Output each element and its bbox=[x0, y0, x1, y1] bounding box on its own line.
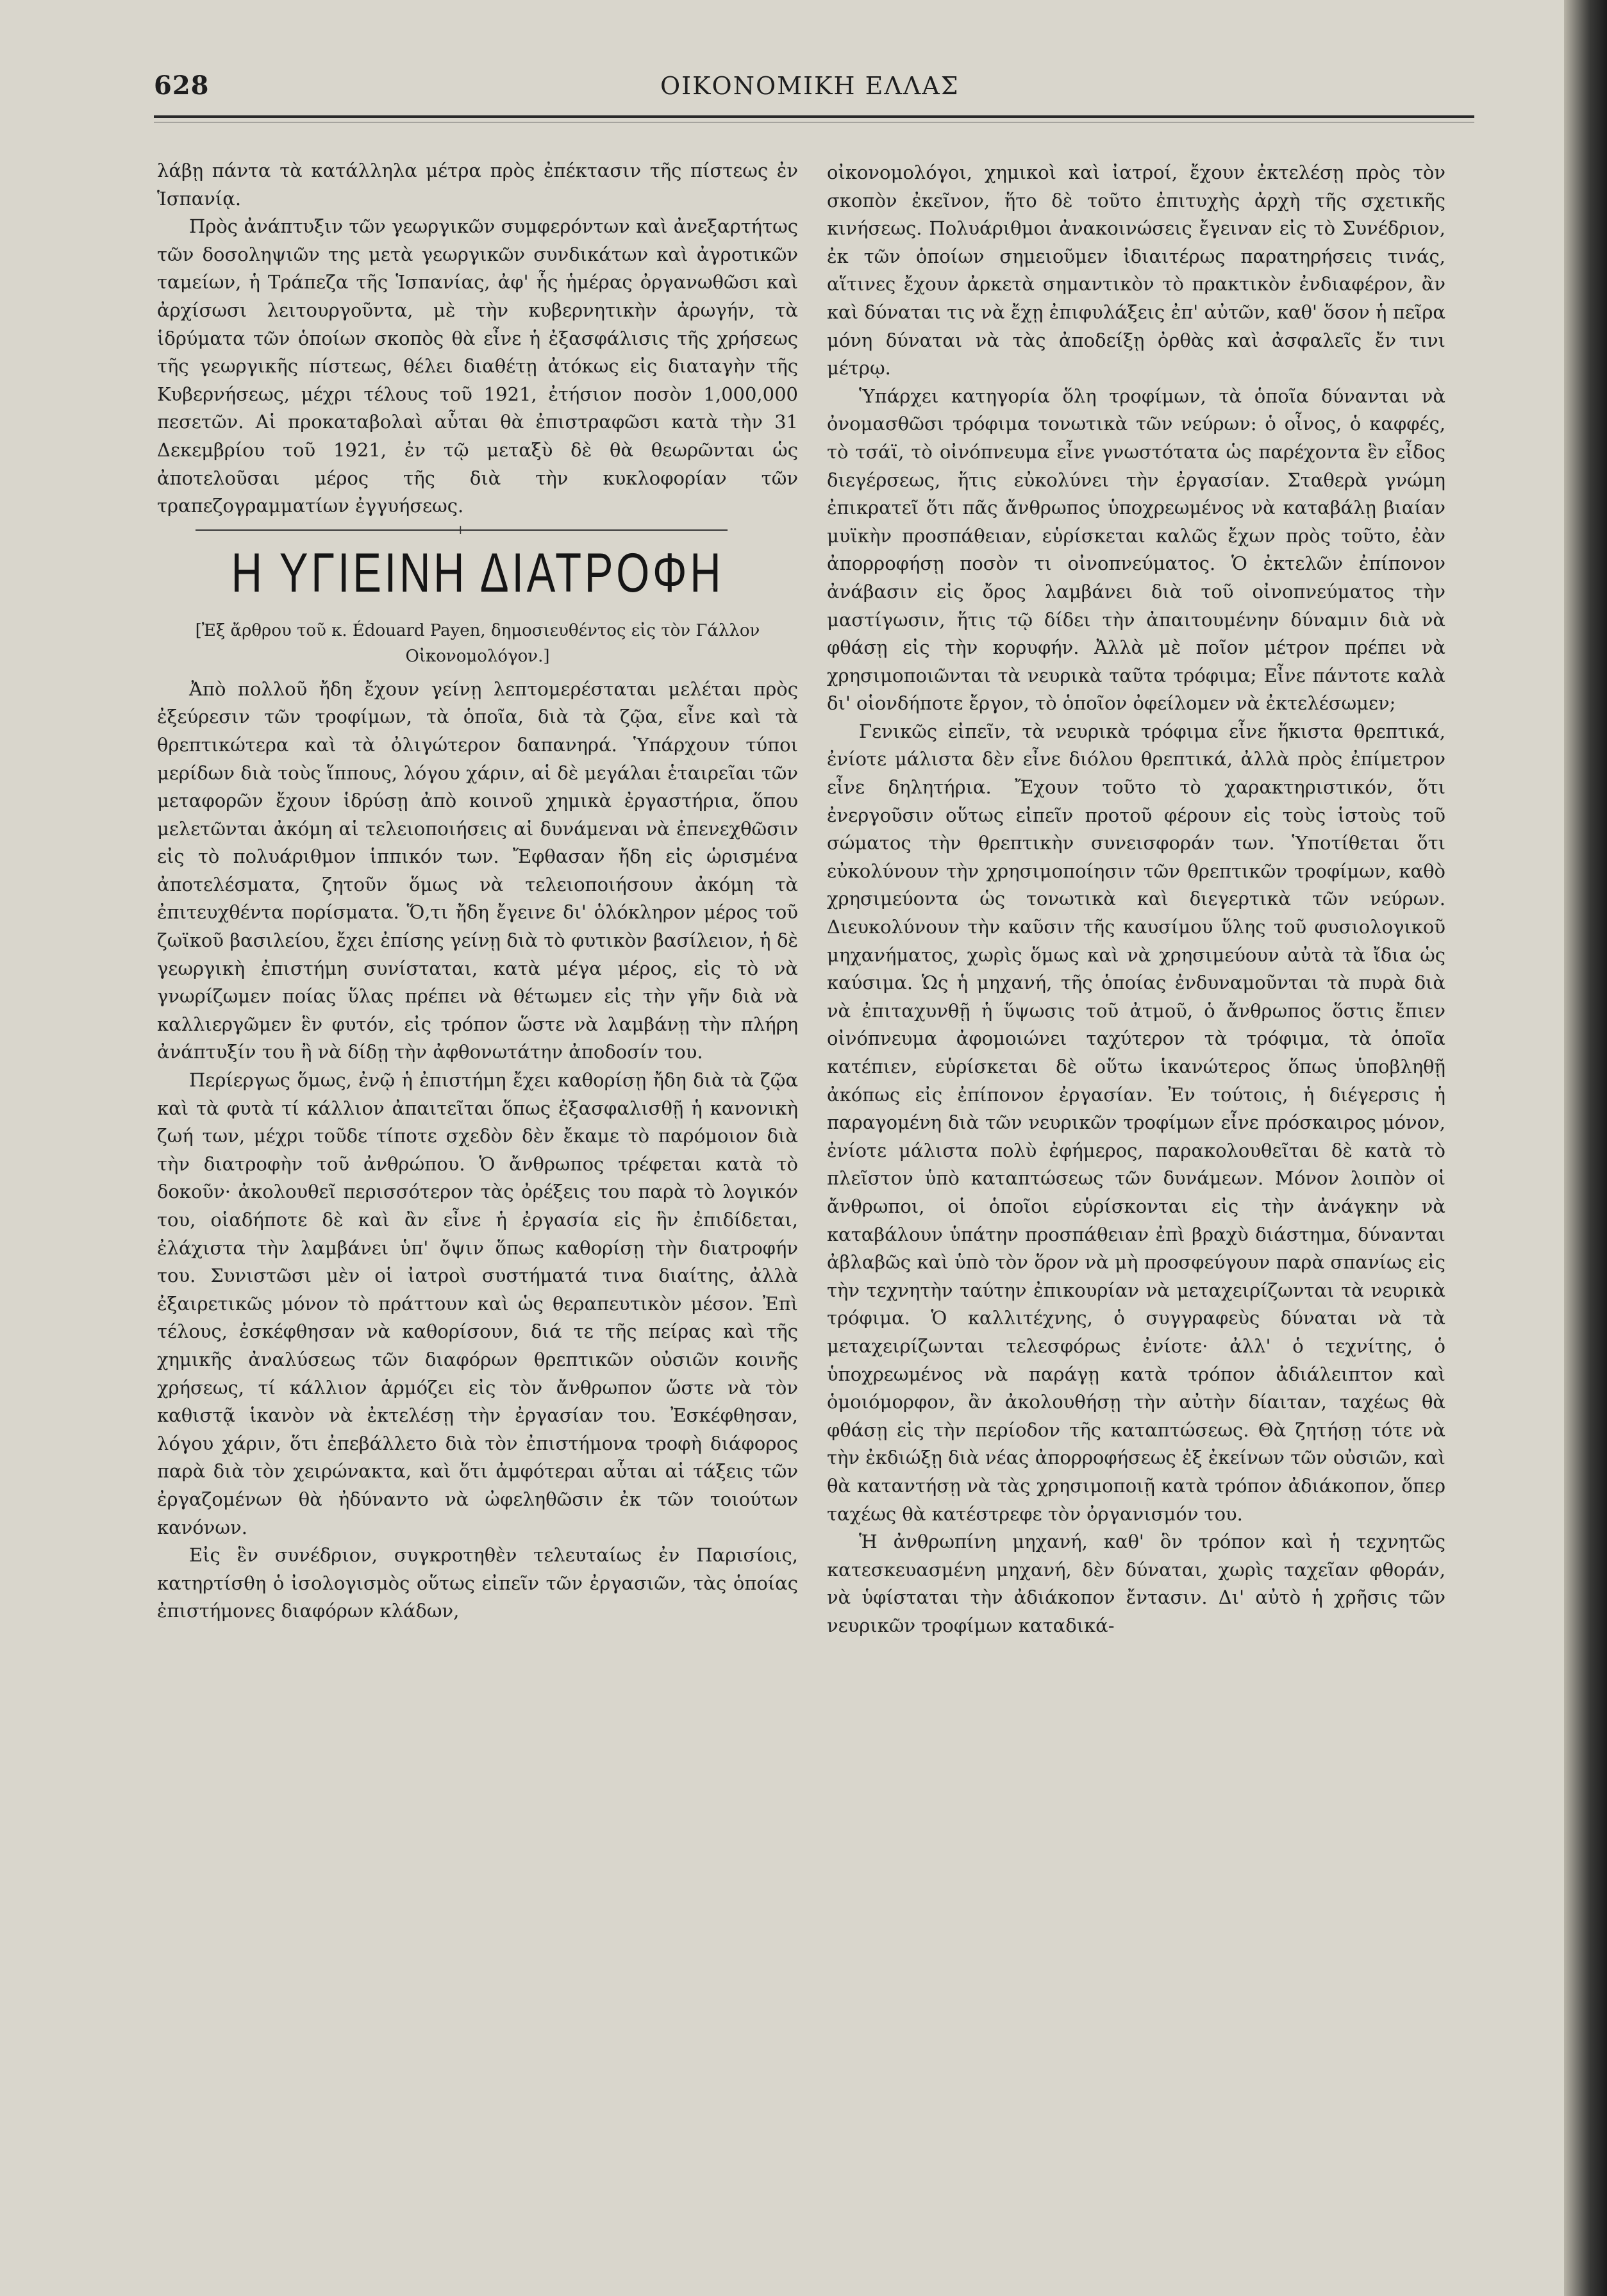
header-rule bbox=[154, 115, 1474, 118]
page-header bbox=[154, 71, 1500, 109]
page-edge-shadow bbox=[1564, 0, 1607, 2296]
right-paragraph-3: Γενικῶς εἰπεῖν, τὰ νευρικὰ τρόφιμα εἶνε ἥκιστα θρεπτικά, ἐνίοτε μάλιστα δὲν εἶνε διόλου θρεπτικά, ἀλλὰ πρὸς ἐπίμετρον εἶνε δηλητήρια. Ἔχουν τοῦτο τὸ χαρακτηριστικόν, ὅτι ἐνεργοῦσιν οὕτως εἰπεῖν προτοῦ φέρουν εἰς τοὺς ἱστοὺς τοῦ σώματος τὴν θρεπτικὴν συνεισφοράν των. Ὑποτίθεται ὅτι εὐκολύνουν τὴν χρησιμοποίησιν τῶν θρεπτικῶν τροφίμων, καθὸ χρησιμεύοντα ὡς τονωτικὰ καὶ διεγερτικὰ τῶν νεύρων. Διευκολύνουν τὴν καῦσιν τῆς καυσίμου ὕλης τοῦ φυσιολογικοῦ μηχανήματος, χωρὶς ὅμως καὶ νὰ χρησιμεύουν αὐτὰ τὰ ἴδια ὡς καύσιμα. Ὡς ἡ μηχανή, τῆς ὁποίας ἐνδυναμοῦνται τὰ πυρὰ διὰ νὰ ἐπιταχυνθῇ ἡ ὕψωσις τοῦ ἀτμοῦ, ὁ ἄνθρωπος ὅστις ἔπιεν οἰνόπνευμα ἀφομοιώνει ταχύτερον τὰ τρόφιμα, τὰ ὁποῖα κατέπιεν, εὑρίσκεται δὲ οὕτω ἱκανώτερος ὅπως ὑποβληθῇ ἀκόπως εἰς ἐπίπονον ἐργασίαν. Ἐν τούτοις, ἡ διέγερσις ἡ παραγομένη διὰ τῶν νευρικῶν τροφίμων εἶνε πρόσκαιρος μόνον, ἐνίοτε μάλιστα πολὺ ἐφήμερος, παρακολουθεῖται δὲ κατὰ τὸ πλεῖστον ὑπὸ καταπτώσεως τῶν δυνάμεων. Μόνον λοιπὸν οἱ ἄνθρωποι, οἱ ὁποῖοι εὑρίσκονται εἰς τὴν ἀνάγκην νὰ καταβάλουν ὑπάτην προσπάθειαν ἐπὶ βραχὺ διάστημα, δύνανται ἀβλαβῶς καὶ ὑπὸ τὸν ὅρον νὰ μὴ προσφεύγουν παρὰ σπανίως εἰς τὴν τεχνητὴν ταύτην ἐπικουρίαν νὰ μεταχειρίζωνται τὰ νευρικὰ τρόφιμα. Ὁ καλλιτέχνης, ὁ συγγραφεὺς δύναται νὰ τὰ μεταχειρίζωνται τελεσφόρως ἐνίοτε· ἀλλ' ὁ τεχνίτης, ὁ ὑποχρεωμένος νὰ παράγῃ κατὰ τρόπον ἀδιάλειπτον καὶ ὁμοιόμορφον, ἂν ἀκολουθήσῃ τὴν αὐτὴν δίαιταν, ταχέως θὰ φθάσῃ εἰς τὴν περίοδον τῆς καταπτώσεως. Θὰ ζητήσῃ τότε νὰ τὴν ἐκδιώξῃ διὰ νέας ἀπορροφήσεως ἐξ ἐκείνων τῶν οὐσιῶν, καὶ θὰ καταντήσῃ νὰ τὰς χρησιμοποιῇ κατὰ τρόπον ἀδιάκοπον, ὅπερ ταχέως θὰ κατέστρεφε τὸν ὀργανισμόν του. bbox=[827, 720, 1445, 1525]
page-number: 628 bbox=[154, 71, 210, 101]
section-separator bbox=[196, 521, 728, 537]
left-paragraph-3: Ἀπὸ πολλοῦ ἤδη ἔχουν γείνῃ λεπτομερέσταται μελέται πρὸς ἐξεύρεσιν τῶν τροφίμων, τὰ ὁποῖα, διὰ τὰ ζῷα, εἶνε καὶ τὰ θρεπτικώτερα καὶ τὰ ὀλιγώτερον δαπανηρά. Ὑπάρχουν τύποι μερίδων διὰ τοὺς ἵππους, λόγου χάριν, αἱ δὲ μεγάλαι ἑταιρεῖαι τῶν μεταφορῶν ἔχουν ἱδρύσῃ ἀπὸ κοινοῦ χημικὰ ἐργαστήρια, ὅπου μελετῶνται ἀκόμη αἱ τελειοποιήσεις αἱ δυνάμεναι νὰ ἐπενεχθῶσιν εἰς τὸ πολυάριθμον ἱππικόν των. Ἔφθασαν ἤδη εἰς ὡρισμένα ἀποτελέσματα, ζητοῦν ὅμως νὰ τελειοποιήσουν ἀκόμη τὰ ἐπιτευχθέντα πορίσματα. Ὅ,τι ἤδη ἔγεινε δι' ὁλόκληρον μέρος τοῦ ζωϊκοῦ βασιλείου, ἔχει ἐπίσης γείνῃ διὰ τὸ φυτικὸν βασίλειον, ἡ δὲ γεωργικὴ ἐπιστήμη συνίσταται, κατὰ μέγα μέρος, εἰς τὸ νὰ γνωρίζωμεν ποίας ὕλας πρέπει νὰ θέτωμεν εἰς τὴν γῆν διὰ νὰ καλλιεργῶμεν ἓν φυτόν, εἰς τρόπον ὥστε νὰ λαμβάνῃ τὴν πλήρη ἀνάπτυξίν του ἢ νὰ δίδῃ τὴν ἀφθονωτάτην ἀποδοσίν του. bbox=[157, 678, 798, 1063]
left-paragraph-4: Περίεργως ὅμως, ἐνῷ ἡ ἐπιστήμη ἔχει καθορίσῃ ἤδη διὰ τὰ ζῷα καὶ τὰ φυτὰ τί κάλλιον ἀπαιτεῖται ὅπως ἐξασφαλισθῇ ἡ κανονικὴ ζωή των, μέχρι τοῦδε τίποτε σχεδὸν δὲν ἔκαμε τὸ παρόμοιον διὰ τὴν διατροφὴν τοῦ ἀνθρώπου. Ὁ ἄνθρωπος τρέφεται κατὰ τὸ δοκοῦν· ἀκολουθεῖ περισσότερον τὰς ὀρέξεις του παρὰ τὸ λογικόν του, οἱαδήποτε δὲ καὶ ἂν εἶνε ἡ ἐργασία εἰς ἣν ἐπιδίδεται, ἐλάχιστα τὴν λαμβάνει ὑπ' ὄψιν ὅπως καθορίσῃ τὴν διατροφήν του. Συνιστῶσι μὲν οἱ ἰατροὶ συστήματά τινα διαίτης, ἀλλὰ ἐξαιρετικῶς μόνον τὸ πράττουν καὶ ὡς θεραπευτικὸν μέσον. Ἐπὶ τέλους, ἐσκέφθησαν νὰ καθορίσουν, διά τε τῆς πείρας καὶ τῆς χημικῆς ἀναλύσεως τῶν διαφόρων θρεπτικῶν οὐσιῶν κοινῆς χρήσεως, τί κάλλιον ἁρμόζει εἰς τὸν ἄνθρωπον ὥστε νὰ τὸν καθιστᾷ ἱκανὸν νὰ ἐκτελέσῃ τὴν ἐργασίαν του. Ἐσκέφθησαν, λόγου χάριν, ὅτι ἐπεβάλλετο διὰ τὸν ἐπιστήμονα τροφὴ διάφορος παρὰ διὰ τὸν χειρώνακτα, καὶ ὅτι ἀμφότεραι αὗται αἱ τάξεις τῶν ἐργαζομένων θὰ ἠδύναντο νὰ ὠφεληθῶσιν ἐκ τῶν τοιούτων κανόνων. bbox=[157, 1069, 798, 1538]
right-paragraph-2: Ὑπάρχει κατηγορία ὅλη τροφίμων, τὰ ὁποῖα δύνανται νὰ ὀνομασθῶσι τρόφιμα τονωτικὰ τῶν νεύρων: ὁ οἶνος, ὁ καφφές, τὸ τσάϊ, τὸ οἰνόπνευμα εἶνε γνωστότατα ὡς παρέχοντα ἓν εἶδος διεγέρσεως, ἥτις εὐκολύνει τὴν ἐργασίαν. Σταθερὰ γνώμη ἐπικρατεῖ ὅτι πᾶς ἄνθρωπος ὑποχρεωμένος νὰ καταβάλῃ βιαίαν μυϊκὴν προσπάθειαν, εὑρίσκεται καλῶς ἔχων πρὸς τοῦτο, ἐὰν ἀπορροφήσῃ ποσὸν τι οἰνοπνεύματος. Ὁ ἐκτελῶν ἐπίπονον ἀνάβασιν εἰς ὄρος λαμβάνει διὰ τοῦ οἰνοπνεύματος τὴν μαστίγωσιν, ἥτις τῷ δίδει τὴν ἀπαιτουμένην δύναμιν διὰ νὰ φθάσῃ εἰς τὴν κορυφήν. Ἀλλὰ μὲ ποῖον μέτρον πρέπει νὰ χρησιμοποιῶνται τὰ νευρικὰ ταῦτα τρόφιμα; Εἶνε πάντοτε καλὰ δι' οἱονδήποτε ἔργον, τὸ ὁποῖον ὀφείλομεν νὰ ἐκτελέσωμεν; bbox=[827, 385, 1445, 715]
article-byline: [Ἐξ ἄρθρου τοῦ κ. Édouard Payen, δημοσιευθέντος εἰς τὸν Γάλλον Οἰκονομολόγον.] bbox=[195, 620, 760, 666]
right-paragraph-4: Ἡ ἀνθρωπίνη μηχανή, καθ' ὃν τρόπον καὶ ἡ τεχνητῶς κατεσκευασμένη μηχανή, δὲν δύναται, χωρὶς ταχεῖαν φθοράν, νὰ ὑφίσταται τὴν ἀδιάκοπον ἔντασιν. Δι' αὐτὸ ἡ χρῆσις τῶν νευρικῶν τροφίμων καταδικά- bbox=[827, 1531, 1445, 1636]
article-title: Η ΥΓΙΕΙΝΗ ΔΙΑΤΡΟΦΗ bbox=[231, 542, 724, 604]
left-paragraph-5: Εἰς ἓν συνέδριον, συγκροτηθὲν τελευταίως ἐν Παρισίοις, κατηρτίσθη ὁ ἰσολογισμὸς οὕτως εἰπεῖν τῶν ἐργασιῶν, τὰς ὁποίας ἐπιστήμονες διαφόρων κλάδων, bbox=[157, 1544, 798, 1622]
left-column bbox=[157, 157, 798, 1626]
running-title: ΟΙΚΟΝΟΜΙΚΗ ΕΛΛΑΣ bbox=[660, 72, 960, 100]
separator-mark: + bbox=[455, 521, 466, 537]
left-paragraph-1: λάβῃ πάντα τὰ κατάλληλα μέτρα πρὸς ἐπέκτασιν τῆς πίστεως ἐν Ἱσπανίᾳ. bbox=[157, 160, 798, 210]
right-paragraph-1: οἰκονομολόγοι, χημικοὶ καὶ ἰατροί, ἔχουν ἐκτελέσῃ πρὸς τὸν σκοπὸν ἐκεῖνον, ἥτο δὲ τοῦτο ἐπιτυχὴς ἀρχὴ τῆς σχετικῆς κινήσεως. Πολυάριθμοι ἀνακοινώσεις ἔγειναν εἰς τὸ Συνέδριον, ἐκ τῶν ὁποίων σημειοῦμεν ἰδιαιτέρως παρατηρήσεις τινάς, αἵτινες ἔχουν ἀρκετὰ σημαντικὸν τὸ πρακτικὸν ἐνδιαφέρον, ἂν καὶ δύναται τις νὰ ἔχῃ ἐπιφυλάξεις ἐπ' αὐτῶν, καθ' ὅσον ἡ πεῖρα μόνη δύναται νὰ τὰς ἀποδείξῃ ὀρθὰς καὶ ἀσφαλεῖς ἔν τινι μέτρῳ. bbox=[827, 162, 1445, 379]
right-column bbox=[827, 159, 1445, 1640]
left-paragraph-2: Πρὸς ἀνάπτυξιν τῶν γεωργικῶν συμφερόντων καὶ ἀνεξαρτήτως τῶν δοσοληψιῶν της μετὰ γεωργικῶν συνδικάτων καὶ ἀγροτικῶν ταμείων, ἡ Τράπεζα τῆς Ἱσπανίας, ἀφ' ἧς ἡμέρας ὀργανωθῶσι καὶ ἀρχίσωσι λειτουργοῦντα, μὲ τὴν κυβερνητικὴν ἀρωγήν, τὰ ἱδρύματα τῶν ὁποίων σκοπὸς θὰ εἶνε ἡ ἐξασφάλισις τῆς χρήσεως τῆς γεωργικῆς πίστεως, θέλει διαθέτῃ ἀτόκως εἰς διαταγὴν τῆς Κυβερνήσεως, μέχρι τέλους τοῦ 1921, ἐτήσιον ποσὸν 1,000,000 πεσετῶν. Αἱ προκαταβολαὶ αὗται θὰ ἐπιστραφῶσι κατὰ τὴν 31 Δεκεμβρίου τοῦ 1921, ἐν τῷ μεταξὺ δὲ θὰ θεωρῶνται ὡς ἀποτελοῦσαι μέρος τῆς διὰ τὴν κυκλοφορίαν τῶν τραπεζογραμματίων ἐγγυήσεως. bbox=[157, 215, 798, 517]
